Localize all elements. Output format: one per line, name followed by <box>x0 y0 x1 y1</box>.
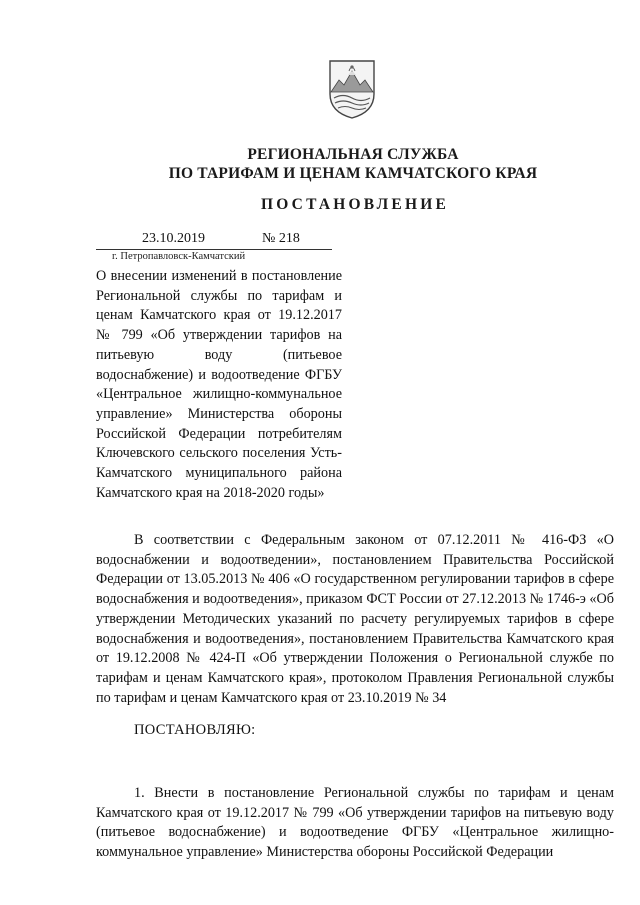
document-date: 23.10.2019 <box>142 231 205 246</box>
document-number: № 218 <box>262 231 300 246</box>
org-name-line1: РЕГИОНАЛЬНАЯ СЛУЖБА <box>247 146 459 163</box>
coat-of-arms-icon <box>327 58 377 120</box>
date-number-line <box>96 229 332 250</box>
decree-word: ПОСТАНОВЛЯЮ: <box>134 722 256 738</box>
document-city: г. Петропавловск-Камчатский <box>112 251 246 262</box>
item-1-paragraph: 1. Внести в постановление Региональной службы по тарифам и ценам Камчатского края от 19.12.2017 № 799 «Об утверждении тарифов на питьевую воду (питьевое водоснабжение) и водоотведение ФГБУ «Центральное жилищно-коммунальное управление» Министерства обороны Российской Федерации <box>96 785 614 861</box>
org-name-line2: ПО ТАРИФАМ И ЦЕНАМ КАМЧАТСКОГО КРАЯ <box>168 165 538 182</box>
document-type-title: ПОСТАНОВЛЕНИЕ <box>260 196 450 213</box>
document-subject: О внесении изменений в постановление Региональной службы по тарифам и ценам Камчатского края от 19.12.2017 № 799 «Об утверждении тарифов на питьевую воду (питьевое водоснабжение) и водоотведение ФГБУ «Центральное жилищно-коммунальное управление» Министерства обороны Российской Федерации потребителям Ключевского сельского поселения Усть-Камчатского муниципального района Камчатского края на 2018-2020 годы» <box>96 268 342 501</box>
preamble-paragraph: В соответствии с Федеральным законом от 07.12.2011 № 416-ФЗ «О водоснабжении и водоотведении», постановлением Правительства Российской Федерации от 13.05.2013 № 406 «О государственном регулировании тарифов в сфере водоснабжения и водоотведения», приказом ФСТ России от 27.12.2013 № 1746-э «Об утверждении Методических указаний по расчету регулируемых тарифов в сфере водоснабжения и водоотведения», постановлением Правительства Камчатского края от 19.12.2008 № 424-П «Об утверждении Положения о Региональной службе по тарифам и ценам Камчатского края», протоколом Правления Региональной службы по тарифам и ценам Камчатского края от 23.10.2019 № 34 <box>96 532 614 706</box>
